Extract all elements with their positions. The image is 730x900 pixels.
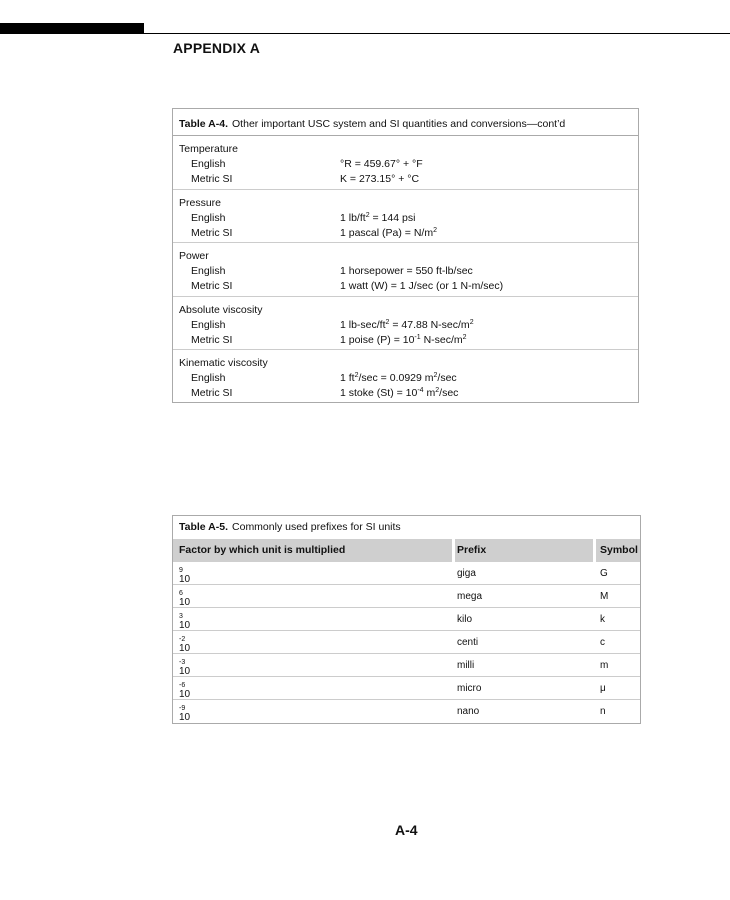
unit-label: English	[191, 265, 226, 277]
table-row	[179, 371, 638, 386]
table-row	[173, 700, 640, 723]
symbol-value: c	[600, 637, 605, 648]
prefix-value: nano	[457, 706, 480, 717]
symbol-value: μ	[600, 683, 606, 694]
factor-value: 10 $^{-6}$	[179, 682, 191, 700]
table-row	[179, 318, 638, 333]
unit-label: Metric SI	[191, 226, 233, 239]
header-prefix: Prefix	[457, 544, 487, 556]
section-title: Absolute viscosity	[179, 303, 263, 316]
section-title: Pressure	[179, 196, 222, 209]
unit-label: Metric SI	[191, 173, 233, 185]
prefix-value: micro	[457, 683, 482, 694]
symbol-value: G	[600, 568, 608, 579]
table-row	[179, 333, 638, 348]
table-a4-section-absolute-viscosity	[173, 297, 638, 351]
table-row	[179, 172, 638, 187]
section-title: Kinematic viscosity	[179, 357, 268, 369]
table-a5-caption-text: Commonly used prefixes for SI units	[232, 521, 401, 533]
table-a4-caption-text: Other important USC system and SI quantities and conversions—cont’d	[232, 118, 566, 130]
factor-value: 10 $^3$	[179, 613, 191, 631]
section-title: Temperature	[179, 143, 238, 155]
unit-label: Metric SI	[191, 387, 233, 399]
header-factor: Factor by which unit is multiplied	[179, 544, 346, 556]
header-rule	[144, 33, 730, 34]
table-a5-header	[173, 539, 640, 562]
table-a4-section-pressure	[173, 190, 638, 244]
prefix-value: kilo	[457, 614, 473, 625]
factor-value: 10 $^{-2}$	[179, 636, 191, 654]
factor-value: 10 $^9$	[179, 567, 191, 585]
table-a4-number: Table A-4.	[179, 118, 229, 130]
conversion-value: °R = 459.67° + °F	[340, 158, 423, 170]
header-divider	[593, 539, 596, 562]
unit-label: Metric SI	[191, 280, 233, 292]
table-row	[179, 264, 638, 279]
table-row	[179, 279, 638, 294]
table-a4-section-kinematic-viscosity	[173, 350, 638, 404]
symbol-value: m	[600, 660, 609, 671]
symbol-value: k	[600, 614, 605, 625]
unit-label: English	[191, 158, 226, 170]
table-a4	[172, 108, 639, 403]
table-a5	[172, 515, 641, 724]
symbol-value: n	[600, 706, 606, 717]
conversion-value: K = 273.15° + °C	[340, 173, 420, 185]
table-a5-caption	[173, 516, 640, 539]
table-a5-number: Table A-5.	[179, 521, 229, 533]
table-row	[179, 157, 638, 172]
prefix-value: giga	[457, 568, 476, 579]
table-a4-section-power	[173, 243, 638, 297]
prefix-value: mega	[457, 591, 483, 602]
conversion-value: 1 horsepower = 550 ft-lb/sec	[340, 265, 473, 277]
unit-label: English	[191, 318, 226, 331]
table-row	[179, 211, 638, 226]
factor-value: 10 $^{-3}$	[179, 659, 191, 677]
table-row	[173, 585, 640, 608]
appendix-title: APPENDIX A	[173, 40, 261, 56]
conversion-value: 1 $lb-\sec/ft^2 = 47.88$ $N-\sec/m^2$	[340, 318, 474, 331]
table-row	[179, 226, 638, 241]
header-divider	[452, 539, 455, 562]
table-row	[173, 677, 640, 700]
table-row	[173, 631, 640, 654]
prefix-value: milli	[457, 660, 475, 671]
conversion-value: 1 poise $(P) = 10^{-1}$ $N-\sec/m^2$	[340, 333, 467, 346]
header-symbol: Symbol	[600, 544, 638, 556]
prefix-value: centi	[457, 637, 479, 648]
header-bar	[0, 23, 144, 34]
page-number: A-4	[395, 822, 418, 838]
table-a4-caption	[173, 109, 638, 136]
table-a5-body	[173, 562, 640, 723]
conversion-value: 1 watt (W) = 1 J/sec (or 1 N-m/sec)	[340, 280, 504, 292]
conversion-value: 1 pascal $(Pa) = N/m^2$	[340, 226, 437, 239]
unit-label: English	[191, 211, 226, 224]
conversion-value: 1 stoke $(St) = 10^{-4}$ $m^2/\sec$	[340, 387, 459, 399]
conversion-value: 1 $lb/ft^2 = 144$ psi	[340, 211, 416, 224]
section-title: Power	[179, 250, 209, 262]
table-row	[173, 654, 640, 677]
table-a4-section-temperature	[173, 136, 638, 190]
unit-label: Metric SI	[191, 333, 233, 346]
unit-label: English	[191, 372, 226, 384]
factor-value: 10 $^6$	[179, 590, 191, 608]
symbol-value: M	[600, 591, 609, 602]
table-row	[173, 562, 640, 585]
factor-value: 10 $^{-9}$	[179, 705, 191, 723]
table-row	[173, 608, 640, 631]
table-row	[179, 386, 638, 401]
conversion-value: 1 $ft^2/\sec = 0.0929$ $m^2/\sec$	[340, 372, 457, 384]
